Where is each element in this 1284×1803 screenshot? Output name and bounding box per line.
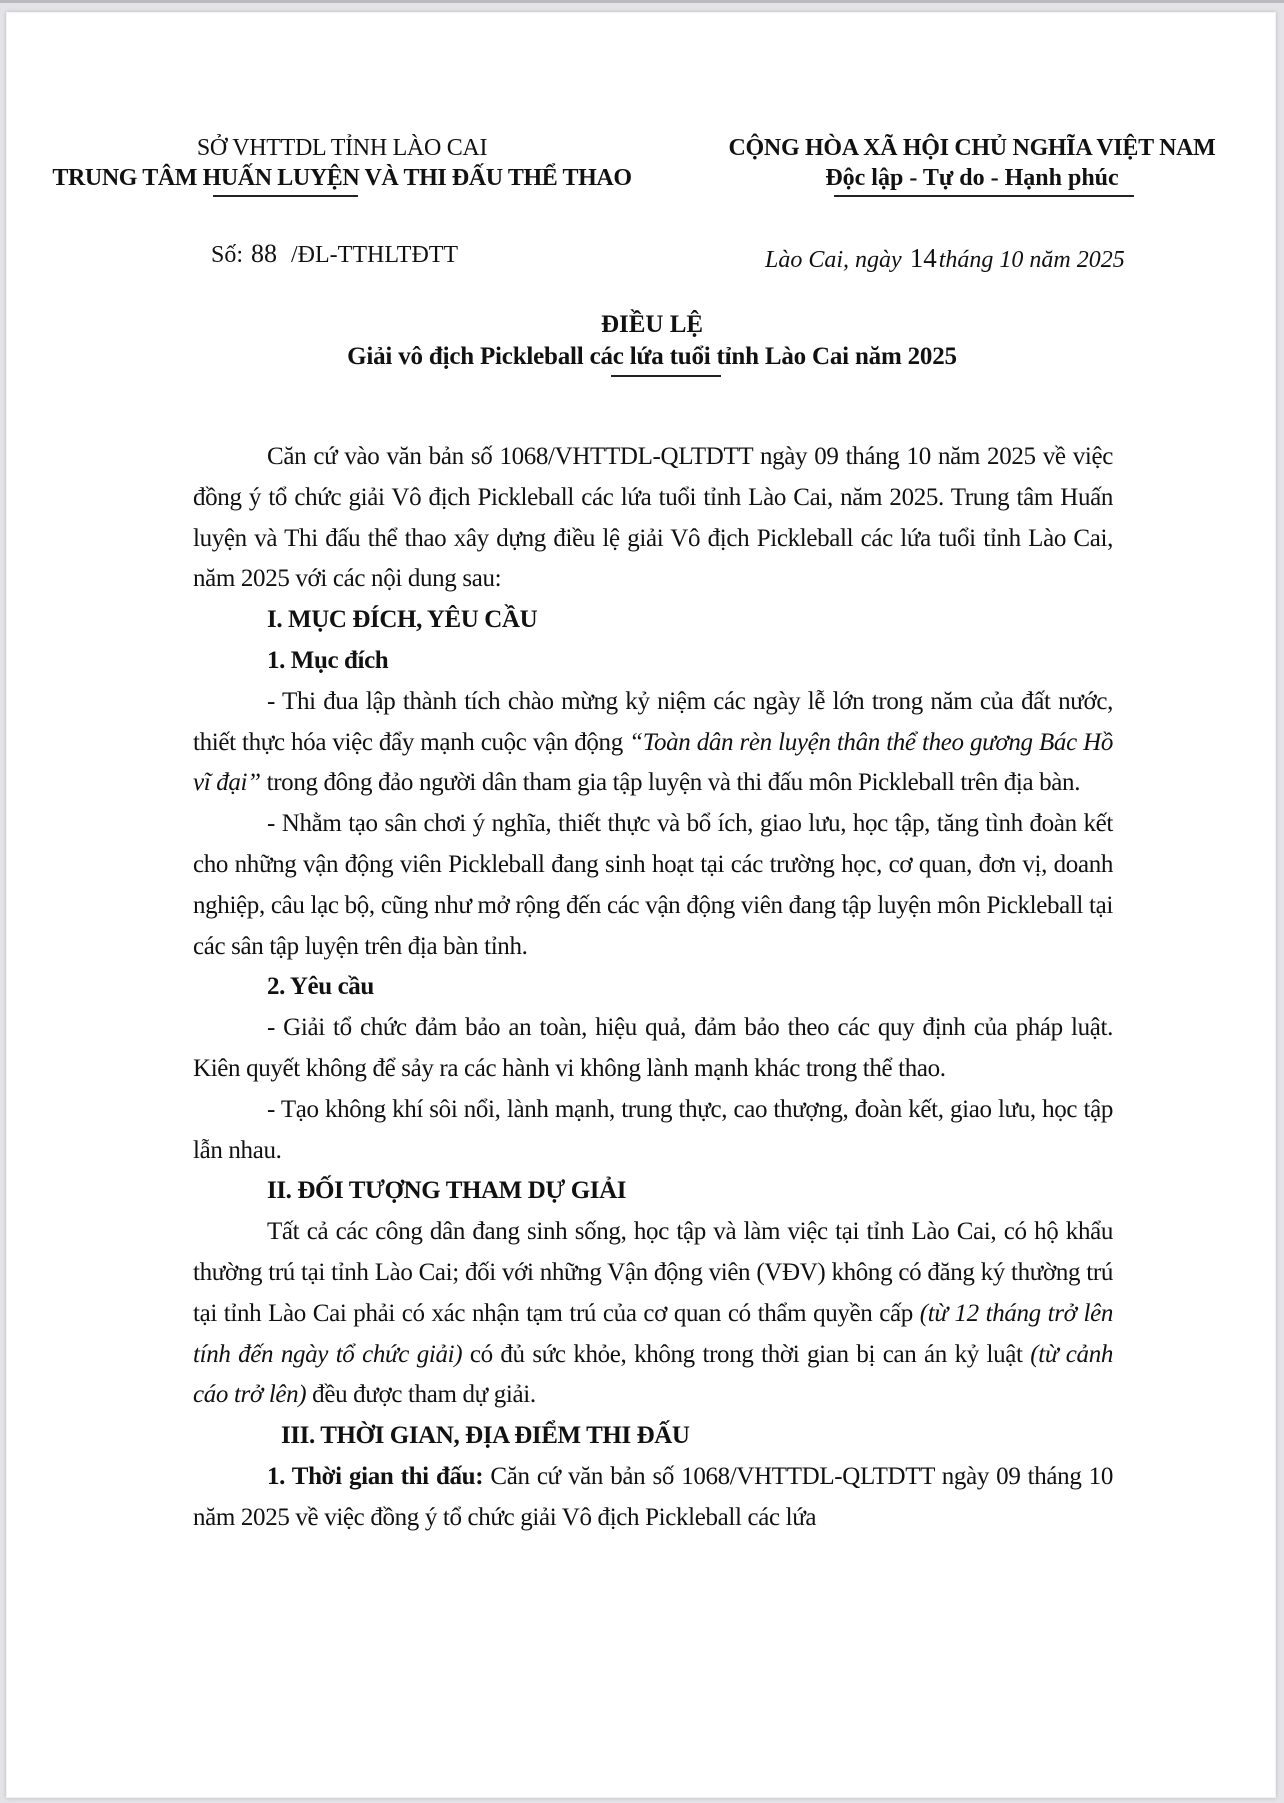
section-3-heading: III. THỜI GIAN, ĐỊA ĐIỂM THI ĐẤU [281, 1422, 690, 1450]
document-title: ĐIỀU LỆ [600, 311, 704, 338]
campaign-quote: “Toàn dân rèn luyện thân thể theo gương Bác Hồ vĩ đại” [193, 728, 1114, 797]
document-body [193, 437, 1113, 1539]
section-1-heading: I. MỤC ĐÍCH, YÊU CẦU [267, 606, 538, 634]
national-header-block [702, 133, 1242, 197]
subsection-1-1-heading: 1. Mục đích [267, 646, 389, 674]
requirement-paragraph-2: - Tạo không khí sôi nổi, lành mạnh, trung thực, cao thượng, đoàn kết, giao lưu, học tập lẫn nhau. [193, 1095, 1113, 1164]
requirement-paragraph-1: - Giải tổ chức đảm bảo an toàn, hiệu quả, đảm bảo theo các quy định của pháp luật. Kiên quyết không để sảy ra các hành vi không lành mạnh khác trong thể thao. [193, 1014, 1113, 1082]
eligibility-paragraph [193, 1212, 1113, 1416]
eligibility-text-end: đều được tham dự giải. [306, 1381, 536, 1409]
date-place: Lào Cai, ngày [765, 247, 902, 273]
issuing-agency-block [47, 133, 637, 197]
eligibility-discipline-note: (từ cảnh cáo trở lên) [193, 1340, 1114, 1409]
purpose-paragraph-1 [193, 682, 1113, 804]
viewer-top-edge [0, 0, 1284, 3]
competition-time-text: Căn cứ văn bản số 1068/VHTTDL-QLTDTT ngày 09 tháng 10 năm 2025 về việc đồng ý tổ chức giải Vô địch Pickleball các lứa [193, 1462, 1113, 1531]
center-name-pre: TRUNG TÂM [52, 165, 203, 191]
section-2-heading: II. ĐỐI TƯỢNG THAM DỰ GIẢI [267, 1177, 627, 1205]
competition-time-paragraph [193, 1457, 1113, 1539]
eligibility-residency-note: (từ 12 tháng trở lên tính đến ngày tổ chức giải) [193, 1299, 1113, 1368]
doc-number-label: Số: [211, 242, 244, 268]
issuing-center-name [47, 163, 637, 193]
document-number [211, 239, 458, 270]
doc-number-suffix: /ĐL-TTHLTĐTT [291, 242, 459, 268]
document-title-block [107, 309, 1197, 377]
center-name-post: THI ĐẤU THỂ THAO [398, 165, 632, 191]
date-line [765, 243, 1125, 275]
doc-number-value: 88 [251, 239, 278, 268]
center-name-mid: HUẤN LUYỆN VÀ [202, 165, 399, 191]
purpose1-text-end: trong đông đảo người dân tham gia tập luyện và thi đấu môn Pickleball trên địa bàn. [260, 769, 1081, 797]
national-motto: Độc lập - Tự do - Hạnh phúc [825, 165, 1119, 191]
motto-underline [834, 195, 1134, 197]
national-title: CỘNG HÒA XÃ HỘI CHỦ NGHĨA VIỆT NAM [728, 135, 1216, 161]
agency-underline [213, 195, 358, 197]
eligibility-text-mid: có đủ sức khỏe, không trong thời gian bị can án kỷ luật [462, 1340, 1031, 1368]
date-day: 14 [909, 243, 937, 273]
purpose-paragraph-2: - Nhằm tạo sân chơi ý nghĩa, thiết thực và bổ ích, giao lưu, học tập, tăng tình đoàn kết cho những vận động viên Pickleball đang sinh hoạt tại các trường học, cơ quan, đơn vị, doanh nghiệp, câu lạc bộ, cũng như mở rộng đến các vận động viên đang tập luyện môn Pickleball tại các sân tập luyện trên địa bàn tỉnh. [193, 810, 1113, 960]
purpose1-text: - Thi đua lập thành tích chào mừng kỷ niệm các ngày lễ lớn trong năm của đất nước, thiết thực hóa việc đẩy mạnh cuộc vận động [193, 687, 1113, 756]
document-page [6, 12, 1276, 1798]
competition-time-label: 1. Thời gian thi đấu: [267, 1462, 484, 1490]
parent-agency: SỞ VHTTDL TỈNH LÀO CAI [196, 135, 488, 161]
intro-paragraph: Căn cứ vào văn bản số 1068/VHTTDL-QLTDTT ngày 09 tháng 10 năm 2025 về việc đồng ý tổ chức giải Vô địch Pickleball các lứa tuổi tỉnh Lào Cai, năm 2025. Trung tâm Huấn luyện và Thi đấu thể thao xây dựng điều lệ giải Vô địch Pickleball các lứa tuổi tỉnh Lào Cai, năm 2025 với các nội dung sau: [193, 443, 1113, 593]
date-month-year: tháng 10 năm 2025 [938, 247, 1125, 273]
title-underline [611, 375, 721, 377]
subsection-1-2-heading: 2. Yêu cầu [267, 973, 374, 1001]
eligibility-text: Tất cả các công dân đang sinh sống, học tập và làm việc tại tỉnh Lào Cai, có hộ khẩu thường trú tại tỉnh Lào Cai; đối với những Vận động viên (VĐV) không có đăng ký thường trú tại tỉnh Lào Cai phải có xác nhận tạm trú của cơ quan có thẩm quyền cấp [193, 1218, 1113, 1327]
document-subtitle: Giải vô địch Pickleball các lứa tuổi tỉnh Lào Cai năm 2025 [347, 343, 957, 370]
